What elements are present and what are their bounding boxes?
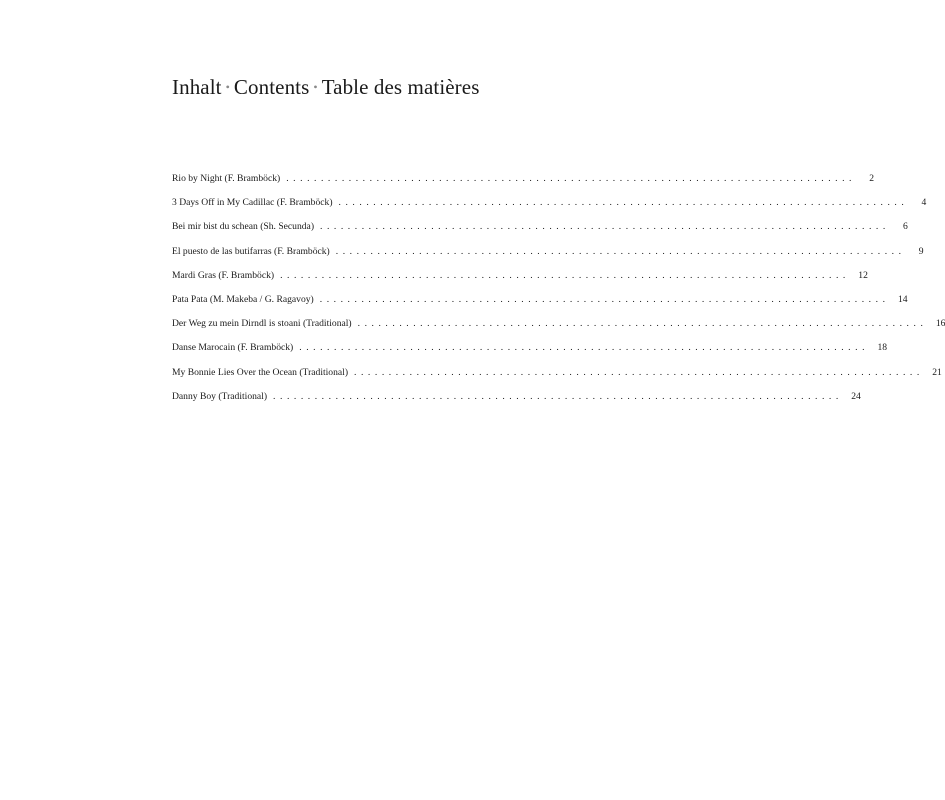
- toc-entry-title: Der Weg zu mein Dirndl is stoani (Traditional): [172, 318, 352, 330]
- toc-entry-page: 4: [921, 197, 927, 209]
- dot-leader: ..................................................................................: [280, 269, 850, 281]
- toc-entry-page: 9: [918, 245, 924, 257]
- toc-entry-title: My Bonnie Lies Over the Ocean (Traditional): [172, 366, 349, 378]
- toc-entry[interactable]: [172, 191, 927, 215]
- toc-entry-page: 21: [932, 366, 942, 378]
- toc-entry[interactable]: [172, 385, 861, 409]
- toc-entry[interactable]: [172, 312, 945, 336]
- title-german: Inhalt: [172, 75, 222, 99]
- dot-leader: ..................................................................................: [286, 173, 857, 184]
- toc-entry-title: Bei mir bist du schean (Sh. Secunda): [172, 221, 315, 233]
- toc-entry-page: 16: [935, 318, 945, 330]
- dot-leader: ..................................................................................: [319, 293, 890, 305]
- toc-entry-title: Pata Pata (M. Makeba / G. Ragavoy): [172, 293, 314, 305]
- toc-entry[interactable]: [172, 361, 942, 385]
- title-french: Table des matières: [321, 75, 480, 99]
- title-separator: •: [313, 80, 318, 94]
- toc-entry[interactable]: [172, 264, 868, 288]
- toc-entry-page: 12: [858, 269, 868, 281]
- title-separator: •: [225, 80, 230, 94]
- dot-leader: ..................................................................................: [273, 390, 843, 402]
- dot-leader: ..................................................................................: [354, 366, 924, 378]
- dot-leader: ..................................................................................: [299, 342, 870, 354]
- toc-entry-title: Rio by Night (F. Bramböck): [172, 173, 281, 184]
- title-english: Contents: [233, 75, 310, 99]
- toc-entry[interactable]: [172, 167, 875, 191]
- toc-entry[interactable]: [172, 288, 908, 312]
- dot-leader: ..................................................................................: [320, 221, 890, 233]
- toc-entry-title: Danse Marocain (F. Bramböck): [172, 342, 294, 354]
- table-of-contents: [172, 167, 945, 409]
- toc-entry-page: 2: [869, 173, 875, 184]
- toc-entry-title: 3 Days Off in My Cadillac (F. Bramböck): [172, 197, 333, 209]
- toc-entry[interactable]: [172, 240, 924, 264]
- page-title: [172, 72, 479, 105]
- toc-entry[interactable]: [172, 215, 908, 239]
- toc-entry-page: 6: [903, 221, 908, 233]
- toc-entry[interactable]: [172, 336, 888, 360]
- toc-entry-page: 18: [877, 342, 888, 354]
- toc-entry-title: Danny Boy (Traditional): [172, 390, 268, 402]
- dot-leader: ..................................................................................: [357, 318, 928, 330]
- toc-entry-page: 24: [851, 390, 861, 402]
- toc-entry-title: Mardi Gras (F. Bramböck): [172, 269, 275, 281]
- dot-leader: ..................................................................................: [338, 197, 909, 209]
- dot-leader: ..................................................................................: [335, 245, 906, 257]
- toc-entry-page: 14: [897, 293, 908, 305]
- toc-entry-title: El puesto de las butifarras (F. Bramböck): [172, 245, 330, 257]
